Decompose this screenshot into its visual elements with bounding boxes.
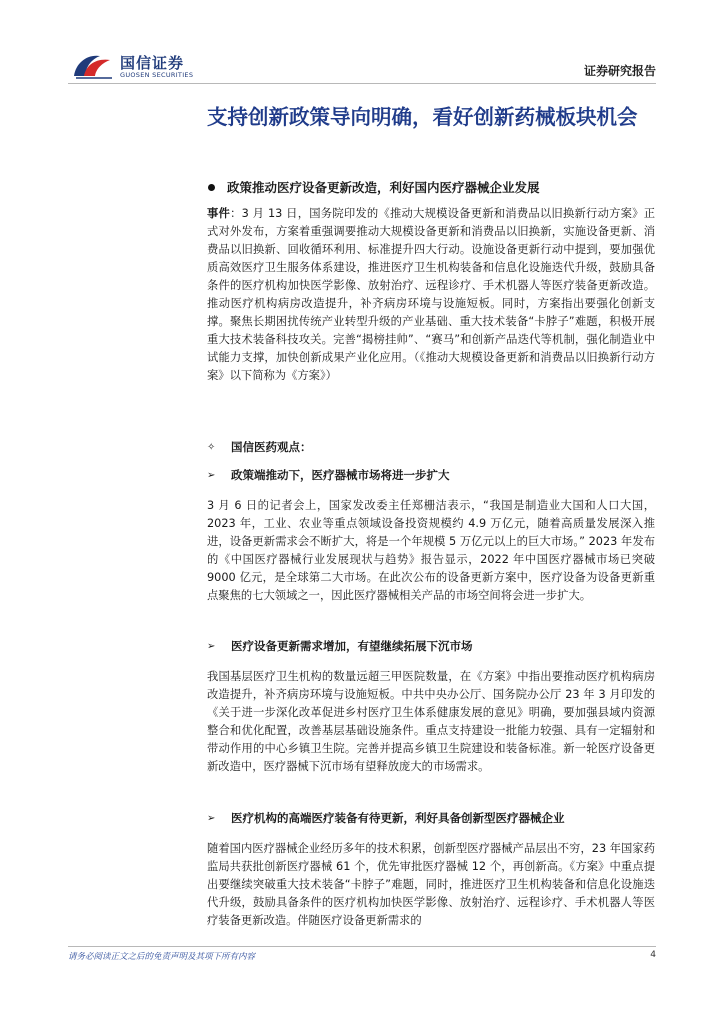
- page-title: 支持创新政策导向明确，看好创新药械板块机会: [207, 105, 638, 129]
- event-paragraph: [207, 205, 655, 385]
- event-text: ：3 月 13 日，国务院印发的《推动大规模设备更新和消费品以旧换新行动方案》正式对外发布，方案着重强调要推动大规模设备更新和消费品以旧换新，实施设备更新、消费品以旧换新、回收循环利用、标准提升四大行动。设施设备更新行动中提到，要加强优质高效医疗卫生服务体系建设，推进医疗卫生机构装备和信息化设施迭代升级，鼓励具备条件的医疗机构加快医学影像、放射治疗、远程诊疗、手术机器人等医疗装备更新改造。推动医疗机构病房改造提升，补齐病房环境与设施短板。同时，方案指出要强化创新支撑。聚焦长期困扰传统产业转型升级的产业基础、重大技术装备“卡脖子”难题，积极开展重大技术装备科技攻关。完善“揭榜挂帅”、“赛马”和创新产品迭代等机制，强化制造业中试能力支撑，加快创新成果产业化应用。（《推动大规模设备更新和消费品以旧换新行动方案》以下简称为《方案》）: [207, 207, 655, 382]
- section-heading: [207, 178, 655, 196]
- point-paragraph-1: 3 月 6 日的记者会上，国家发改委主任郑栅洁表示，“我国是制造业大国和人口大国，2023 年，工业、农业等重点领域设备投资规模约 4.9 万亿元，随着高质量发展深入推进，设备更新需求会不断扩大，将是一个年规模 5 万亿元以上的巨大市场。” 2023 年发布的《中国医疗器械行业发展现状与趋势》报告显示，2022 年中国医疗器械市场已突破 9000 亿元，是全球第二大市场。在此次公布的设备更新方案中，医疗设备为设备更新重点聚焦的七大领域之一，因此医疗器械相关产品的市场空间将会进一步扩大。: [207, 499, 655, 602]
- point-heading-3: [207, 810, 655, 826]
- page-number: 4: [650, 950, 656, 960]
- arrow-bullet-icon: ➢: [207, 640, 216, 652]
- point-paragraph-2: 我国基层医疗卫生机构的数量远超三甲医院数量，在《方案》中指出要推动医疗机构病房改造提升，补齐病房环境与设施短板。中共中央办公厅、国务院办公厅 23 年 3 月印发的《关于进一步深化改革促进乡村医疗卫生体系健康发展的意见》明确，要加强县域内资源整合和优化配置，改善基层基础设施条件。重点支持建设一批能力较强、具有一定辐射和带动作用的中心乡镇卫生院。完善并提高乡镇卫生院建设和装备标准。新一轮医疗设备更新改造中，医疗器械下沉市场有望释放庞大的市场需求。: [207, 670, 655, 773]
- report-type-label: 证券研究报告: [583, 64, 656, 78]
- arrow-bullet-icon: ➢: [207, 469, 216, 481]
- disclaimer-note: 请务必阅读正文之后的免责声明及其项下所有内容: [68, 952, 256, 962]
- point-heading-1: [207, 467, 655, 483]
- header-divider: [68, 83, 656, 84]
- point-heading-2: [207, 638, 655, 654]
- arrow-bullet-icon: ➢: [207, 812, 216, 824]
- point-paragraph-3: 随着国内医疗器械企业经历多年的技术积累，创新型医疗器械产品层出不穷，23 年国家药监局共获批创新医疗器械 61 个，优先审批医疗器械 12 个，再创新高。《方案》中重点提出要继续突破重大技术装备“卡脖子”难题，同时，推进医疗卫生机构装备和信息化设施迭代升级，鼓励具备条件的医疗机构加快医学影像、放射治疗、远程诊疗、手术机器人等医疗装备更新改造。伴随医疗设备更新需求的: [207, 842, 655, 927]
- guosen-logo-icon: [70, 48, 114, 82]
- page-header: [0, 0, 724, 90]
- viewpoint-heading: [207, 439, 655, 455]
- point-heading-text-3: 医疗机构的高端医疗装备有待更新，利好具备创新型医疗器械企业: [231, 811, 565, 825]
- diamond-star-icon: ✧: [207, 441, 216, 453]
- section-heading-text: 政策推动医疗设备更新改造，利好国内医疗器械企业发展: [227, 180, 540, 195]
- event-label: 事件: [207, 207, 231, 220]
- logo-text-cn: 国信证券: [120, 54, 185, 72]
- viewpoint-label: 国信医药观点：: [231, 440, 312, 454]
- point-heading-text-1: 政策端推动下，医疗器械市场将进一步扩大: [231, 468, 450, 482]
- report-body: [207, 178, 655, 930]
- point-heading-text-2: 医疗设备更新需求增加，有望继续拓展下沉市场: [231, 639, 473, 653]
- bullet-dot-icon: [208, 184, 215, 191]
- footer-divider: [68, 946, 656, 947]
- guosen-logo: [70, 48, 220, 84]
- logo-text-en: GUOSEN SECURITIES: [120, 71, 194, 79]
